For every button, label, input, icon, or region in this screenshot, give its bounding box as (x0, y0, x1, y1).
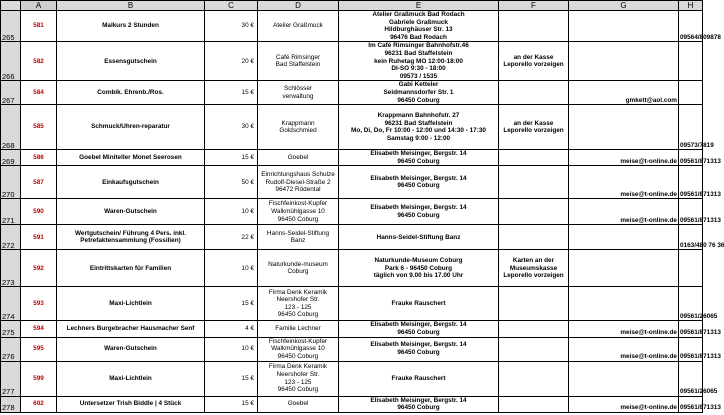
cell-c[interactable]: 22 € (205, 225, 258, 250)
cell-h[interactable] (679, 42, 703, 81)
cell-c[interactable]: 50 € (205, 166, 258, 199)
cell-e[interactable]: Krappmann Bahnhofstr. 27 96231 Bad Staffelstein Mo, Di, Do, Fr 10:00 - 12:00 und 14:30 - 17:30 Samstag 9:00 - 12:00 (339, 105, 499, 150)
cell-c[interactable]: 30 € (205, 105, 258, 150)
table-row (1, 81, 703, 105)
cell-h[interactable]: 09561/871313 (679, 199, 703, 225)
cell-c[interactable]: 10 € (205, 199, 258, 225)
row-number[interactable]: 273 (1, 250, 21, 287)
row-number[interactable]: 265 (1, 11, 21, 42)
cell-g[interactable] (569, 250, 679, 287)
cell-e[interactable]: Atelier Graßmuck Bad Rodach Gabriele Graßmuck Hildburghäuser Str. 13 96476 Bad Rodach (339, 11, 499, 42)
column-header-h[interactable]: H (679, 1, 703, 11)
row-number[interactable]: 270 (1, 166, 21, 199)
cell-e[interactable]: Frauke Rauschert (339, 287, 499, 321)
column-header-f[interactable]: F (499, 1, 569, 11)
column-header-g[interactable]: G (569, 1, 679, 11)
row-number[interactable]: 269 (1, 150, 21, 166)
cell-a[interactable]: 587 (21, 166, 57, 199)
row-number[interactable]: 278 (1, 396, 21, 412)
cell-e[interactable]: Naturkunde-Museum Coburg Park 6 - 96450 Coburg täglich von 9.00 bis 17.00 Uhr (339, 250, 499, 287)
cell-f[interactable] (499, 225, 569, 250)
cell-a[interactable]: 591 (21, 225, 57, 250)
cell-g[interactable]: meise@t-online.de (569, 321, 679, 337)
cell-e[interactable]: Gabi Ketteler Seidmannsdorfer Str. 1 96450 Coburg (339, 81, 499, 105)
cell-h[interactable]: 09561/26065 (679, 361, 703, 396)
table-row (1, 396, 703, 412)
cell-a[interactable]: 592 (21, 250, 57, 287)
cell-a[interactable]: 599 (21, 361, 57, 396)
cell-f[interactable] (499, 150, 569, 166)
cell-c[interactable]: 15 € (205, 81, 258, 105)
cell-c[interactable]: 15 € (205, 287, 258, 321)
cell-g[interactable] (569, 225, 679, 250)
cell-b[interactable]: Lechners Burgebracher Hausmacher Senf (57, 321, 205, 337)
column-header-a[interactable]: A (21, 1, 57, 11)
cell-c[interactable]: 10 € (205, 337, 258, 361)
cell-f[interactable]: an der Kasse Leporello vorzeigen (499, 42, 569, 81)
cell-h[interactable]: 09561/871313 (679, 166, 703, 199)
cell-f[interactable] (499, 199, 569, 225)
cell-d[interactable]: Schlösser verwaltung (258, 81, 339, 105)
cell-b[interactable]: Wertgutschein/ Führung 4 Pers. inkl. Petrefaktensammlung (Fossilien) (57, 225, 205, 250)
table-row (1, 199, 703, 225)
cell-b[interactable]: Maxi-Lichtlein (57, 361, 205, 396)
cell-g[interactable]: meise@t-online.de (569, 199, 679, 225)
table-row (1, 337, 703, 361)
table-row (1, 225, 703, 250)
cell-g[interactable] (569, 11, 679, 42)
cell-b[interactable]: Einkaufsgutschein (57, 166, 205, 199)
cell-g[interactable]: meise@t-online.de (569, 166, 679, 199)
cell-a[interactable]: 582 (21, 42, 57, 81)
cell-e[interactable]: Elisabeth Meisinger, Bergstr. 14 96450 Coburg (339, 337, 499, 361)
cell-c[interactable]: 10 € (205, 250, 258, 287)
cell-e[interactable]: Elisabeth Meisinger, Bergstr. 14 96450 Coburg (339, 150, 499, 166)
cell-a[interactable]: 581 (21, 11, 57, 42)
cell-g[interactable]: meise@t-online.de (569, 150, 679, 166)
cell-h[interactable]: 09561/871313 (679, 321, 703, 337)
cell-a[interactable]: 594 (21, 321, 57, 337)
table-row (1, 42, 703, 81)
cell-e[interactable]: Elisabeth Meisinger, Bergstr. 14 96450 Coburg (339, 321, 499, 337)
cell-h[interactable]: 0163/480 76 36 (679, 225, 703, 250)
cell-e[interactable]: Im Café Rimsinger Bahnhofstr.46 96231 Bad Staffelstein kein Ruhetag MO 12:00-18:00 DI-SO 9:30 - 18:00 09573 / 1535 (339, 42, 499, 81)
cell-e[interactable]: Elisabeth Meisinger, Bergstr. 14 96450 Coburg (339, 166, 499, 199)
cell-e[interactable]: Hanns-Seidel-Stiftung Banz (339, 225, 499, 250)
cell-f[interactable] (499, 337, 569, 361)
cell-g[interactable] (569, 287, 679, 321)
cell-d[interactable]: Einrichtungshaus Schulze Rudolf-Diesel-Straße 2 96472 Rödental (258, 166, 339, 199)
cell-b[interactable]: Essensgutschein (57, 42, 205, 81)
row-number[interactable]: 276 (1, 337, 21, 361)
row-number[interactable]: 266 (1, 42, 21, 81)
cell-b[interactable]: Eintrittskarten für Familien (57, 250, 205, 287)
cell-h[interactable] (679, 250, 703, 287)
cell-c[interactable]: 4 € (205, 321, 258, 337)
cell-h[interactable]: 09561/871313 (679, 337, 703, 361)
table-row (1, 166, 703, 199)
cell-d[interactable]: Naturkunde-museum Coburg (258, 250, 339, 287)
table-row (1, 287, 703, 321)
cell-h[interactable]: 09561/26065 (679, 287, 703, 321)
cell-d[interactable]: Hanns-Seidel-Stiftung Banz (258, 225, 339, 250)
cell-d[interactable]: Fischfeinkost-Kupfer Walkmühlgasse 10 96450 Coburg (258, 337, 339, 361)
cell-c[interactable]: 15 € (205, 396, 258, 412)
cell-a[interactable]: 602 (21, 396, 57, 412)
cell-d[interactable]: Familie Lechner (258, 321, 339, 337)
row-number[interactable]: 275 (1, 321, 21, 337)
cell-g[interactable] (569, 361, 679, 396)
row-number[interactable]: 274 (1, 287, 21, 321)
cell-f[interactable]: Karten an der Museumskasse Leporello vorzeigen (499, 250, 569, 287)
cell-f[interactable] (499, 166, 569, 199)
select-all-corner[interactable] (1, 1, 21, 11)
cell-d[interactable]: Goebel (258, 150, 339, 166)
cell-d[interactable]: Café Rimsinger Bad Staffelstein (258, 42, 339, 81)
cell-e[interactable]: Elisabeth Meisinger, Bergstr. 14 96450 Coburg (339, 396, 499, 412)
row-number[interactable]: 267 (1, 81, 21, 105)
table-row (1, 250, 703, 287)
cell-g[interactable]: gmkett@aol.com (569, 81, 679, 105)
table-row (1, 11, 703, 42)
row-number[interactable]: 271 (1, 199, 21, 225)
cell-a[interactable]: 585 (21, 105, 57, 150)
cell-b[interactable]: Schmuck/Uhren-reparatur (57, 105, 205, 150)
column-header-row (1, 1, 703, 11)
cell-h[interactable]: 09573/7819 (679, 105, 703, 150)
cell-a[interactable]: 584 (21, 81, 57, 105)
cell-h[interactable]: 09564/809878 (679, 11, 703, 42)
cell-c[interactable]: 15 € (205, 361, 258, 396)
table-row (1, 361, 703, 396)
table-row (1, 150, 703, 166)
cell-b[interactable]: Combik. Ehrenb./Ros. (57, 81, 205, 105)
cell-g[interactable]: meise@t-online.de (569, 396, 679, 412)
cell-d[interactable]: Atelier Graßmuck (258, 11, 339, 42)
cell-c[interactable]: 15 € (205, 150, 258, 166)
cell-g[interactable] (569, 42, 679, 81)
row-number[interactable]: 268 (1, 105, 21, 150)
cell-d[interactable]: Krappmann Goldschmied (258, 105, 339, 150)
cell-f[interactable] (499, 396, 569, 412)
cell-h[interactable]: 09561/871313 (679, 150, 703, 166)
cell-f[interactable] (499, 287, 569, 321)
cell-d[interactable]: Firma Denk Keramik Neershofer Str. 123 - 125 96450 Coburg (258, 287, 339, 321)
cell-g[interactable]: meise@t-online.de (569, 337, 679, 361)
cell-a[interactable]: 590 (21, 199, 57, 225)
cell-b[interactable]: Goebel Miniteller Monet Seerosen (57, 150, 205, 166)
column-header-e[interactable]: E (339, 1, 499, 11)
column-header-d[interactable]: D (258, 1, 339, 11)
cell-f[interactable]: an der Kasse Leporello vorzeigen (499, 105, 569, 150)
row-number[interactable]: 277 (1, 361, 21, 396)
table-row (1, 321, 703, 337)
table-body (1, 11, 724, 413)
cell-d[interactable]: Firma Denk Keramik Neershofer Str. 123 - 125 96450 Coburg (258, 361, 339, 396)
cell-c[interactable]: 20 € (205, 42, 258, 81)
table-row (1, 105, 703, 150)
cell-f[interactable] (499, 321, 569, 337)
cell-f[interactable] (499, 361, 569, 396)
cell-b[interactable]: Malkurs 2 Stunden (57, 11, 205, 42)
cell-d[interactable]: Fischfeinkost-Kupfer Walkmühlgasse 10 96450 Coburg (258, 199, 339, 225)
cell-e[interactable]: Frauke Rauschert (339, 361, 499, 396)
cell-c[interactable]: 30 € (205, 11, 258, 42)
row-number[interactable]: 272 (1, 225, 21, 250)
cell-b[interactable]: Waren-Gutschein (57, 337, 205, 361)
cell-b[interactable]: Waren-Gutschein (57, 199, 205, 225)
cell-f[interactable] (499, 81, 569, 105)
cell-h[interactable] (679, 81, 703, 105)
cell-h[interactable]: 09561/871313 (679, 396, 703, 412)
column-header-b[interactable]: B (57, 1, 205, 11)
cell-e[interactable]: Elisabeth Meisinger, Bergstr. 14 96450 Coburg (339, 199, 499, 225)
column-header-c[interactable]: C (205, 1, 258, 11)
cell-a[interactable]: 595 (21, 337, 57, 361)
cell-d[interactable]: Goebel (258, 396, 339, 412)
cell-a[interactable]: 586 (21, 150, 57, 166)
cell-f[interactable] (499, 11, 569, 42)
cell-b[interactable]: Untersetzer Trish Biddle | 4 Stück (57, 396, 205, 412)
cell-b[interactable]: Maxi-Lichtlein (57, 287, 205, 321)
cell-g[interactable] (569, 105, 679, 150)
cell-a[interactable]: 593 (21, 287, 57, 321)
